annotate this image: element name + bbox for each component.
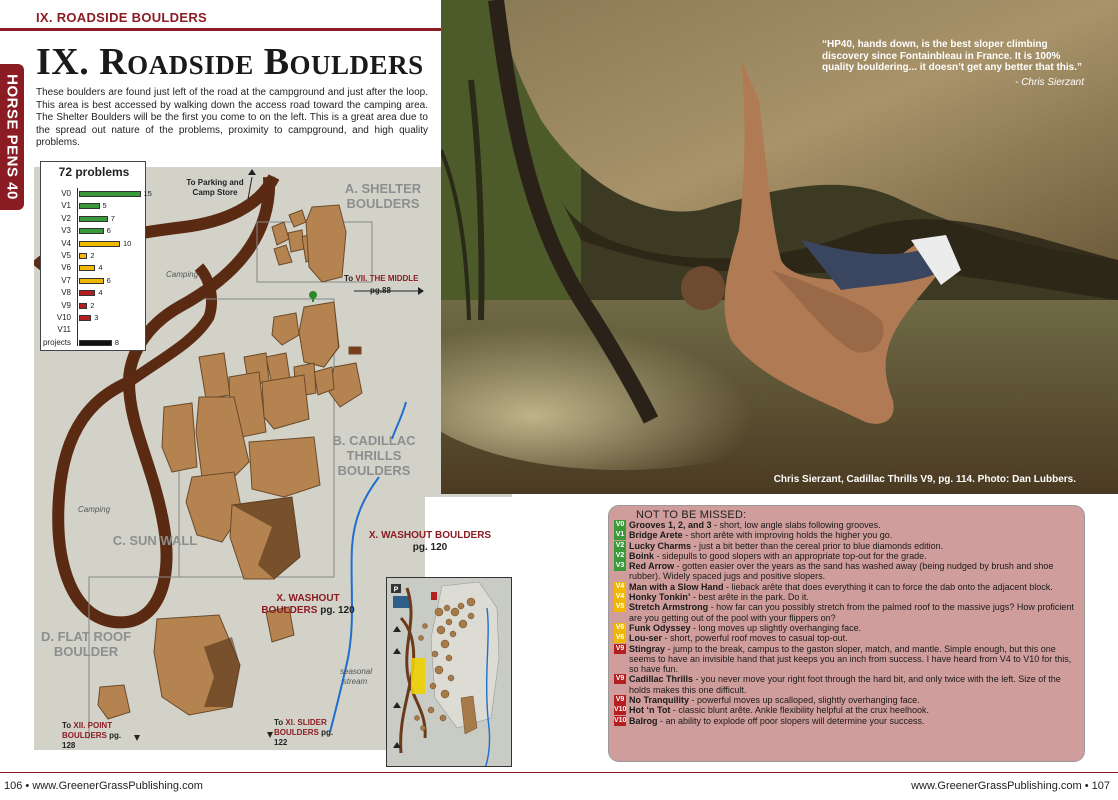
problem-name: Lucky Charms	[629, 540, 692, 551]
legend-count: 8	[114, 337, 119, 347]
legend-bar	[79, 303, 87, 309]
legend-grade-label: V5	[61, 251, 71, 260]
legend-grade-label: V1	[61, 201, 71, 211]
legend-count: 5	[102, 201, 107, 211]
legend-grade-label: V10	[56, 313, 71, 322]
to-slider-prefix: To	[274, 718, 286, 727]
problem-name: Stingray	[629, 643, 666, 654]
problem-description: - short, low angle slabs following grooves.	[711, 520, 881, 530]
area-d-label: D. FLAT ROOF BOULDER	[40, 629, 132, 659]
page-title	[36, 40, 424, 84]
problem-item	[614, 592, 1080, 602]
legend-count: 3	[94, 313, 99, 322]
legend-bar	[79, 216, 108, 222]
problem-description: - an ability to explode off poor slopers will determine your success.	[657, 715, 925, 726]
legend-row	[41, 324, 145, 336]
legend-row	[41, 300, 145, 312]
problem-description: - classic blunt arête. Ankle flexibility helpful at the crux heelhook.	[670, 705, 929, 716]
grade-badge: V9	[615, 675, 625, 683]
legend-row	[41, 225, 145, 237]
problem-item	[614, 541, 1080, 551]
legend-row	[41, 188, 152, 200]
problem-name: Boink	[629, 550, 655, 561]
legend-title: 72 problems	[58, 165, 130, 179]
legend-count: 6	[106, 226, 111, 236]
problem-item	[614, 530, 1080, 540]
problem-description: - sidepulls to good slopers with an appropriate top-out for the grade.	[654, 550, 927, 561]
grade-badge: V9	[615, 644, 625, 652]
washout-ref-1-page: pg. 120	[320, 605, 355, 616]
climbing-photo	[441, 0, 1118, 494]
camping-label-2: Camping	[78, 505, 111, 514]
problem-item	[614, 623, 1080, 633]
camping-label-1: Camping	[166, 270, 199, 279]
footer-rule	[0, 772, 1118, 773]
problem-name: Stretch Armstrong	[629, 602, 709, 613]
to-point-page: pg. 128	[62, 731, 122, 750]
problem-description: - you never move your right foot through the hard bit, and only twice with the left. Size of the holds makes this one difficult.	[629, 674, 1061, 695]
problem-item	[614, 633, 1080, 643]
legend-bar	[79, 278, 104, 284]
grade-badge: V6	[615, 623, 625, 631]
legend-count: 2	[90, 300, 95, 310]
washout-ref-1-name: X. WASHOUT	[276, 593, 340, 604]
problem-description: - short arête with improving holds the higher you go.	[682, 530, 893, 541]
to-middle-page: pg.88	[370, 286, 391, 295]
problem-name: Bridge Arete	[629, 530, 683, 541]
side-tab	[0, 64, 24, 210]
grade-badge: V0	[615, 521, 625, 528]
problem-item	[614, 644, 1080, 675]
area-c-label: C. SUN WALL	[112, 533, 198, 548]
problem-description: - powerful moves up scalloped, slightly overhanging face.	[689, 695, 920, 706]
washout-ref-1[interactable]	[256, 593, 360, 617]
problem-description: - gotten easier over the years as the sand has washed away (being nudged by brush and shoe rubber). Widely spaced jugs and positive slopers.	[629, 561, 1054, 582]
legend-bar	[79, 315, 91, 321]
legend-bar	[79, 191, 141, 197]
problem-name: No Tranquility	[629, 695, 690, 706]
photo-quote: “HP40, hands down, is the best sloper climbing discovery since Fontainbleau in France. It is 100% quality bouldering... it doesn’t get any better that this.”	[822, 39, 1083, 73]
grade-badge: V2	[615, 541, 625, 549]
grade-badge: V6	[615, 634, 625, 642]
legend-grade-label: V3	[61, 226, 71, 236]
problem-name: Lou-ser	[629, 633, 663, 644]
legend-row	[41, 200, 145, 212]
side-tab-label: HORSE PENS 40	[3, 74, 21, 200]
to-middle-link[interactable]	[344, 274, 419, 284]
problem-item	[614, 602, 1080, 623]
footer-left[interactable]: 106 • www.GreenerGrassPublishing.com	[4, 780, 203, 792]
to-point-target: XII. POINT BOULDERS	[62, 721, 113, 740]
legend-bar	[79, 241, 120, 247]
title-numeral: IX.	[36, 41, 90, 83]
legend-count: 15	[143, 189, 152, 198]
to-slider-link[interactable]	[274, 718, 346, 748]
washout-ref-2-page: pg. 120	[412, 542, 448, 553]
legend-row	[41, 213, 145, 225]
grade-badge: V9	[615, 696, 625, 704]
photo-quote-author: - Chris Sierzant	[1015, 77, 1084, 88]
problem-name: Honky Tonkin’	[629, 592, 691, 603]
problem-description: - just a bit better than the cereal prior to blue diamonds edition.	[691, 540, 944, 551]
legend-bar	[79, 203, 100, 209]
legend-grade-label: V4	[61, 238, 71, 248]
legend-bar	[79, 265, 95, 271]
grade-badge: V4	[615, 582, 625, 590]
not-to-be-missed-box	[608, 505, 1085, 762]
problem-description: - short, powerful roof moves to casual top-out.	[662, 633, 848, 644]
grade-badge: V5	[615, 603, 625, 611]
grade-badge: V4	[615, 593, 625, 601]
problem-name: Funk Odyssey	[629, 622, 691, 633]
legend-grade-label: V7	[61, 275, 71, 285]
to-middle-prefix: To	[344, 274, 356, 283]
legend-grade-label: projects	[42, 337, 71, 347]
legend-count: 2	[90, 251, 95, 260]
intro-paragraph: These boulders are found just left of the road at the campground and just after the loop. This area is best accessed by walking down the access road toward the camping area. The Shelter Boulders will be the first you come to on the left. This is a great area due to the spread out nature of the problems, proximity to campground, and high quality problems.	[36, 87, 428, 149]
problem-item	[614, 551, 1080, 561]
problem-name: Man with a Slow Hand	[629, 581, 724, 592]
problem-item	[614, 674, 1080, 695]
grade-badge: V1	[615, 531, 625, 539]
legend-grade-label: V8	[61, 288, 71, 298]
problem-item	[614, 705, 1080, 715]
legend-grade-label: V9	[61, 300, 71, 310]
problem-description: - long moves up slightly overhanging face.	[690, 622, 862, 633]
legend-count: 10	[123, 238, 132, 248]
legend-row	[41, 312, 145, 324]
problem-description: - lieback arête that does everything it can to force the dab onto the adjacent block.	[723, 581, 1053, 592]
grade-badge: V2	[615, 551, 625, 559]
problem-name: Red Arrow	[629, 561, 675, 572]
area-a-label: A. SHELTER BOULDERS	[344, 181, 422, 211]
legend-row	[41, 250, 145, 262]
legend-grade-label: V6	[61, 263, 71, 273]
not-to-be-missed-title: NOT TO BE MISSED:	[636, 509, 747, 521]
tree-icon	[309, 291, 317, 299]
legend-count: 4	[98, 288, 103, 298]
grade-badge: V3	[615, 562, 625, 570]
problem-name: Grooves 1, 2, and 3	[629, 520, 712, 530]
legend-bar	[79, 228, 104, 234]
to-middle-target: VII. THE MIDDLE	[355, 274, 419, 283]
legend-row	[41, 275, 145, 287]
problem-item	[614, 582, 1080, 592]
legend-bar	[79, 340, 112, 346]
to-slider-target: XI. SLIDER BOULDERS	[274, 718, 327, 737]
legend-bar	[79, 253, 87, 259]
problem-item	[614, 695, 1080, 705]
legend-count: 7	[110, 213, 115, 223]
problem-item	[614, 716, 1080, 726]
grade-badge: V10	[614, 716, 627, 724]
legend-grade-label: V0	[61, 189, 71, 198]
title-name: Roadside Boulders	[99, 41, 424, 83]
to-slider-page: pg. 122	[274, 728, 334, 747]
problem-count-legend	[40, 161, 152, 351]
legend-grade-label: V11	[57, 325, 71, 335]
problem-name: Cadillac Thrills	[629, 674, 694, 685]
climbing-photo-drawing	[441, 0, 1118, 494]
problem-name: Balrog	[629, 715, 658, 726]
inset-parking-icon: P	[393, 586, 399, 594]
problem-item	[614, 520, 1080, 530]
footer-right[interactable]: www.GreenerGrassPublishing.com • 107	[911, 780, 1110, 792]
photo-caption: Chris Sierzant, Cadillac Thrills V9, pg. 114. Photo: Dan Lubbers.	[773, 474, 1076, 485]
problem-description: - jump to the break, campus to the gaston sloper, match, and mantle. Simple enough, but this one seems to have an invisible hand that just keeps you an inch from success. I have heard from V4 to V10 for this, so have fun.	[629, 643, 1072, 675]
to-point-link[interactable]	[62, 721, 132, 751]
problem-description: - best arête in the park. Do it.	[690, 592, 809, 603]
legend-row	[41, 238, 145, 250]
problem-description: - how far can you possibly stretch from the palmed roof to the massive jugs? How proficient are you getting out of the pool with your flippers on?	[629, 602, 1074, 623]
washout-ref-2[interactable]	[362, 530, 498, 554]
washout-ref-1-sub: BOULDERS	[261, 605, 318, 616]
not-to-be-missed-list	[614, 520, 1080, 726]
legend-row	[41, 262, 145, 274]
grade-badge: V10	[614, 706, 627, 714]
problem-name: Hot ‘n Tot	[629, 705, 671, 716]
inset-drawing	[387, 578, 512, 767]
legend-bar	[79, 290, 95, 296]
legend-count: 4	[98, 263, 103, 273]
legend-count: 6	[106, 275, 111, 285]
to-point-prefix: To	[62, 721, 74, 730]
seasonal-stream-label: seasonal stream	[340, 667, 373, 686]
problem-item	[614, 561, 1080, 582]
running-header-text: IX. ROADSIDE BOULDERS	[36, 10, 207, 25]
to-parking-label: To Parking and Camp Store	[186, 178, 244, 197]
legend-row	[41, 337, 145, 349]
inset-locator-map	[386, 577, 512, 767]
area-b-label: B. CADILLAC THRILLS BOULDERS	[332, 433, 416, 478]
washout-ref-2-name: X. WASHOUT BOULDERS	[368, 530, 492, 541]
legend-row	[41, 287, 145, 299]
legend-grade-label: V2	[61, 213, 71, 223]
